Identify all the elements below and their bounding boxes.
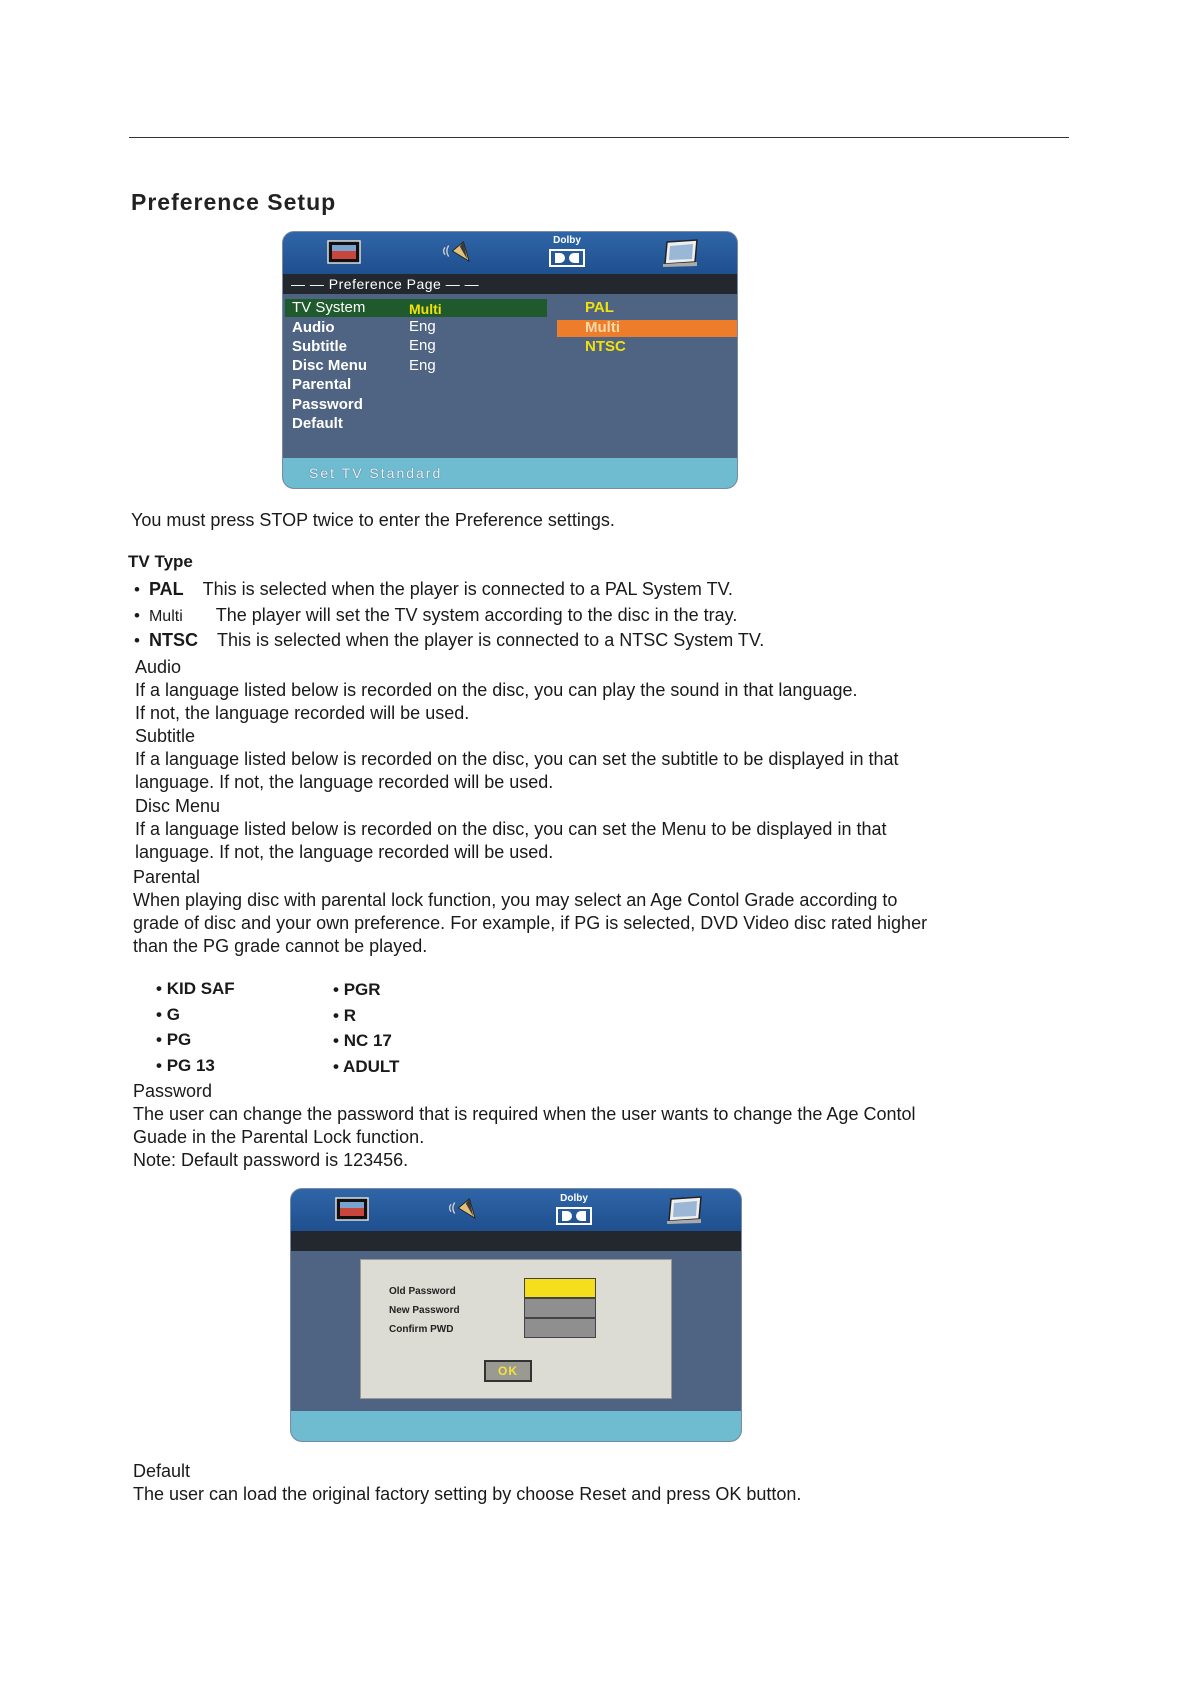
tv-type-term: NTSC	[148, 630, 198, 650]
osd-title-bar	[291, 1231, 741, 1251]
menu-value-audio: Eng	[409, 318, 436, 335]
menu-item-audio[interactable]: Audio	[292, 319, 335, 336]
menu-value-tv-system: Multi	[409, 301, 442, 317]
grade-item: • PGR	[333, 980, 381, 999]
menu-value-disc-menu: Eng	[409, 357, 436, 374]
parental-line: When playing disc with parental lock function, you may select an Age Contol Grade according to	[133, 890, 898, 910]
tv-type-desc: This is selected when the player is connected to a PAL System TV.	[202, 579, 733, 599]
old-password-label: Old Password	[389, 1286, 456, 1297]
tv-screen-icon[interactable]	[327, 240, 361, 264]
audio-line: If a language listed below is recorded on the disc, you can play the sound in that language.	[135, 680, 858, 700]
disc-menu-line: language. If not, the language recorded will be used.	[135, 842, 554, 862]
grade-item: • PG 13	[156, 1056, 215, 1075]
grade-item: • NC 17	[333, 1031, 392, 1050]
tv-type-heading: TV Type	[128, 552, 193, 571]
new-password-field[interactable]	[524, 1298, 596, 1318]
osd-password-page	[290, 1188, 742, 1442]
tv-type-term: PAL	[148, 579, 184, 599]
intro-text: You must press STOP twice to enter the Preference settings.	[131, 510, 615, 530]
list-item: • PAL This is selected when the player is connected to a PAL System TV.	[134, 579, 733, 599]
tv-type-term: Multi	[148, 608, 183, 625]
password-dialog	[360, 1259, 672, 1399]
old-password-field[interactable]	[524, 1278, 596, 1298]
ok-button[interactable]: OK	[484, 1360, 532, 1382]
osd-status-bar	[291, 1411, 741, 1441]
grade-item: • R	[333, 1006, 356, 1025]
dolby-label: Dolby	[560, 1193, 588, 1204]
list-item: • NTSC This is selected when the player is connected to a NTSC System TV.	[134, 630, 765, 650]
password-line: The user can change the password that is required when the user wants to change the Age Contol	[133, 1104, 916, 1124]
preference-settings-icon[interactable]	[665, 1195, 705, 1225]
menu-item-parental[interactable]: Parental	[292, 376, 352, 393]
default-heading: Default	[133, 1461, 191, 1481]
grade-item: • G	[156, 1005, 180, 1024]
speaker-audio-icon[interactable]	[440, 239, 474, 263]
speaker-audio-icon[interactable]	[446, 1196, 480, 1220]
option-multi[interactable]: Multi	[585, 319, 620, 336]
subtitle-heading: Subtitle	[135, 726, 196, 746]
audio-line: If not, the language recorded will be used.	[135, 703, 470, 723]
parental-line: grade of disc and your own preference. For example, if PG is selected, DVD Video disc rated higher	[133, 913, 928, 933]
tv-screen-icon[interactable]	[335, 1197, 369, 1221]
preference-settings-icon[interactable]	[661, 238, 701, 268]
new-password-label: New Password	[389, 1305, 460, 1316]
menu-item-disc-menu[interactable]: Disc Menu	[292, 357, 368, 374]
menu-item-password[interactable]: Password	[292, 396, 363, 413]
top-rule	[129, 137, 1069, 138]
menu-item-subtitle[interactable]: Subtitle	[292, 338, 347, 355]
option-pal[interactable]: PAL	[585, 299, 614, 316]
dolby-digital-icon[interactable]	[556, 1206, 592, 1226]
confirm-pwd-field[interactable]	[524, 1318, 596, 1338]
grade-item: • KID SAF	[156, 979, 235, 998]
disc-menu-heading: Disc Menu	[135, 796, 221, 816]
osd-page-title: — — Preference Page — —	[291, 276, 480, 292]
osd-status-text: Set TV Standard	[309, 465, 443, 481]
tv-type-desc: The player will set the TV system according to the disc in the tray.	[215, 605, 738, 625]
subtitle-line: If a language listed below is recorded on the disc, you can set the subtitle to be displayed in that	[135, 749, 899, 769]
menu-item-default[interactable]: Default	[292, 415, 343, 432]
parental-line: than the PG grade cannot be played.	[133, 936, 428, 956]
password-line: Guade in the Parental Lock function.	[133, 1127, 425, 1147]
subtitle-line: language. If not, the language recorded will be used.	[135, 772, 554, 792]
password-note: Note: Default password is 123456.	[133, 1150, 409, 1170]
confirm-pwd-label: Confirm PWD	[389, 1324, 454, 1335]
dolby-digital-icon[interactable]	[549, 248, 585, 268]
default-line: The user can load the original factory setting by choose Reset and press OK button.	[133, 1484, 802, 1504]
parental-heading: Parental	[133, 867, 201, 887]
audio-heading: Audio	[135, 657, 182, 677]
password-heading: Password	[133, 1081, 213, 1101]
grade-item: • ADULT	[333, 1057, 400, 1076]
tv-type-desc: This is selected when the player is connected to a NTSC System TV.	[216, 630, 765, 650]
option-ntsc[interactable]: NTSC	[585, 338, 626, 355]
dolby-label: Dolby	[553, 235, 581, 246]
osd-preference-page	[282, 231, 738, 489]
menu-value-subtitle: Eng	[409, 337, 436, 354]
page-title: Preference Setup	[131, 189, 337, 215]
list-item: • Multi The player will set the TV system according to the disc in the tray.	[134, 605, 738, 625]
disc-menu-line: If a language listed below is recorded on the disc, you can set the Menu to be displayed in that	[135, 819, 887, 839]
option-highlight-orange	[557, 320, 737, 337]
grade-item: • PG	[156, 1030, 192, 1049]
menu-item-tv-system[interactable]: TV System	[292, 299, 366, 316]
